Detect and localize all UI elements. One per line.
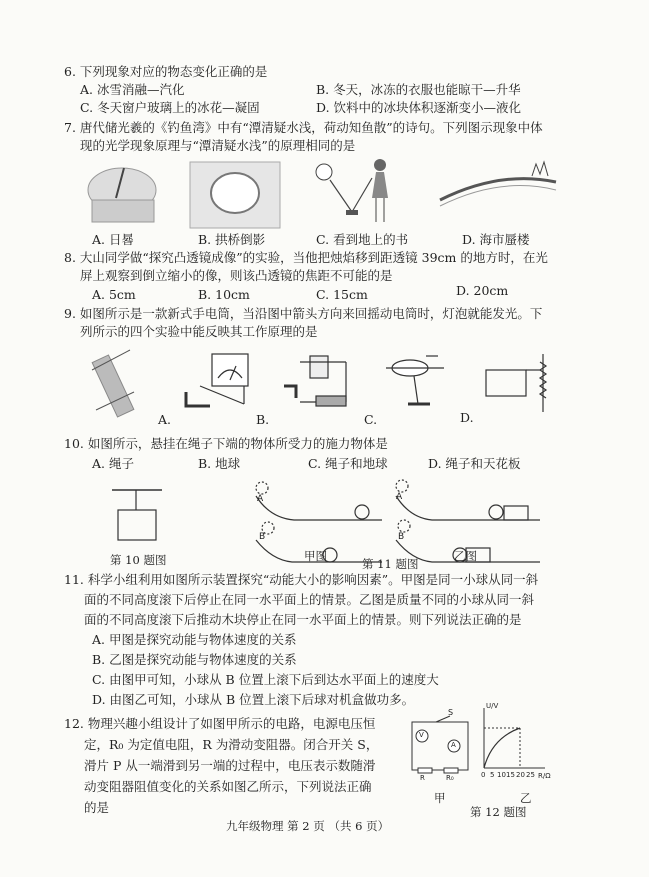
q12-voltmeter-label: V (419, 731, 424, 739)
q8-option-b: B. 10cm (198, 287, 250, 302)
q11-jia-label: 甲图 (304, 549, 327, 563)
q12-jia-label: 甲 (434, 791, 446, 805)
q11-option-c: C. 由图甲可知，小球从 B 位置上滚下后到达水平面上的速度大 (92, 672, 439, 687)
q9-stem-line1: 9. 如图所示是一款新式手电筒，当沿图中箭头方向来回摇动电筒时，灯泡就能发光。下 (64, 306, 543, 321)
q10-option-d: D. 绳子和天花板 (428, 456, 521, 471)
q6-option-b: B. 冬天，冰冻的衣服也能晾干—升华 (316, 82, 521, 97)
q9-option-c: C. (364, 412, 378, 427)
q7-stem-line1: 7. 唐代储光羲的《钓鱼湾》中有“潭清疑水浅，荷动知鱼散”的诗句。下列图示现象中体 (64, 120, 543, 135)
q10-caption: 第 10 题图 (110, 553, 167, 567)
q6-option-c: C. 冬天窗户玻璃上的冰花—凝固 (80, 100, 260, 115)
q7-option-d: D. 海市蜃楼 (462, 232, 530, 247)
q6-option-a: A. 冰雪消融—汽化 (80, 82, 185, 97)
q12-stem-line2: 定，R₀ 为定值电阻，R 为滑动变阻器。闭合开关 S， (84, 737, 379, 752)
q12-yi-label: 乙 (520, 791, 532, 805)
q10-stem: 10. 如图所示，悬挂在绳子下端的物体所受力的施力物体是 (64, 436, 388, 451)
q8-option-c: C. 15cm (316, 287, 368, 302)
q12-caption: 第 12 题图 (470, 805, 527, 819)
q6-option-d: D. 饮料中的冰块体积逐渐变小—液化 (316, 100, 522, 115)
q11-caption: 第 11 题图 (362, 557, 419, 571)
q9-option-b: B. (256, 412, 270, 427)
q11-stem-line1: 11. 科学小组利用如图所示装置探究“动能大小的影响因素”。甲图是同一小球从同一斜 (64, 572, 539, 587)
q11-stem-line2: 面的不同高度滚下后停止在同一水平面上的情景。乙图是质量不同的小球从同一斜 (84, 592, 535, 607)
q9-stem-line2: 列所示的四个实验中能反映其工作原理的是 (80, 324, 318, 339)
q11-yi-label: 乙图 (454, 549, 477, 563)
q12-stem-line3: 滑片 P 从一端滑到另一端的过程中，电压表示数随滑 (84, 758, 376, 773)
q12-graph-ylabel: U/V (486, 702, 499, 710)
page-footer: 九年级物理 第 2 页 （共 6 页） (226, 819, 390, 833)
q12-r0-label: R₀ (446, 774, 454, 782)
q7-stem-line2: 现的光学现象原理与“潭清疑水浅”的原理相同的是 (80, 138, 356, 153)
q10-option-c: C. 绳子和地球 (308, 456, 388, 471)
q11-stem-line3: 面的不同高度滚下后推动木块停止在同一水平面上的情景。则下列说法正确的是 (84, 612, 522, 627)
q12-graph-tick: 25 (526, 771, 535, 779)
q12-stem-line1: 12. 物理兴趣小组设计了如图甲所示的电路，电源电压恒 (64, 716, 376, 731)
q11-label-a-jia: A (257, 494, 264, 504)
q10-option-b: B. 地球 (198, 456, 241, 471)
q12-graph-tick: 20 (516, 771, 525, 779)
q10-option-a: A. 绳子 (92, 456, 134, 471)
q11-option-d: D. 由图乙可知，小球从 B 位置上滚下后球对机盒做功多。 (92, 692, 415, 707)
q11-label-b-jia: B (259, 532, 266, 542)
q11-label-a-yi: A (396, 492, 403, 502)
q12-switch-label: S (448, 708, 454, 717)
q7-option-b: B. 拱桥倒影 (198, 232, 266, 247)
q9-option-a: A. (158, 412, 172, 427)
q12-graph-xlabel: R/Ω (538, 772, 551, 780)
q8-stem-line2: 屏上观察到倒立缩小的像，则该凸透镜的焦距不可能的是 (80, 268, 393, 283)
q8-option-d: D. 20cm (456, 283, 509, 298)
q9-option-d: D. (460, 410, 474, 425)
q12-r-label: R (420, 774, 425, 782)
q12-stem-line4: 动变阻器阻值变化的关系如图乙所示，下列说法正确 (84, 779, 372, 794)
q6-stem: 6. 下列现象对应的物态变化正确的是 (64, 64, 268, 79)
q7-option-a: A. 日晷 (92, 232, 134, 247)
q11-option-b: B. 乙图是探究动能与物体速度的关系 (92, 652, 297, 667)
q8-option-a: A. 5cm (92, 287, 136, 302)
q11-label-b-yi: B (398, 532, 405, 542)
q12-graph-tick: 15 (506, 771, 515, 779)
q12-graph-tick: 10 (497, 771, 506, 779)
q11-option-a: A. 甲图是探究动能与物体速度的关系 (92, 632, 297, 647)
q7-option-c: C. 看到地上的书 (316, 232, 409, 247)
q12-graph-tick: 0 (481, 771, 486, 779)
q12-graph-tick: 5 (490, 771, 495, 779)
q12-ammeter-label: A (451, 741, 456, 749)
q12-stem-line5: 的是 (84, 800, 110, 815)
q8-stem-line1: 8. 大山同学做“探究凸透镜成像”的实验，当他把烛焰移到距透镜 39cm 的地方时，在光 (64, 250, 548, 265)
